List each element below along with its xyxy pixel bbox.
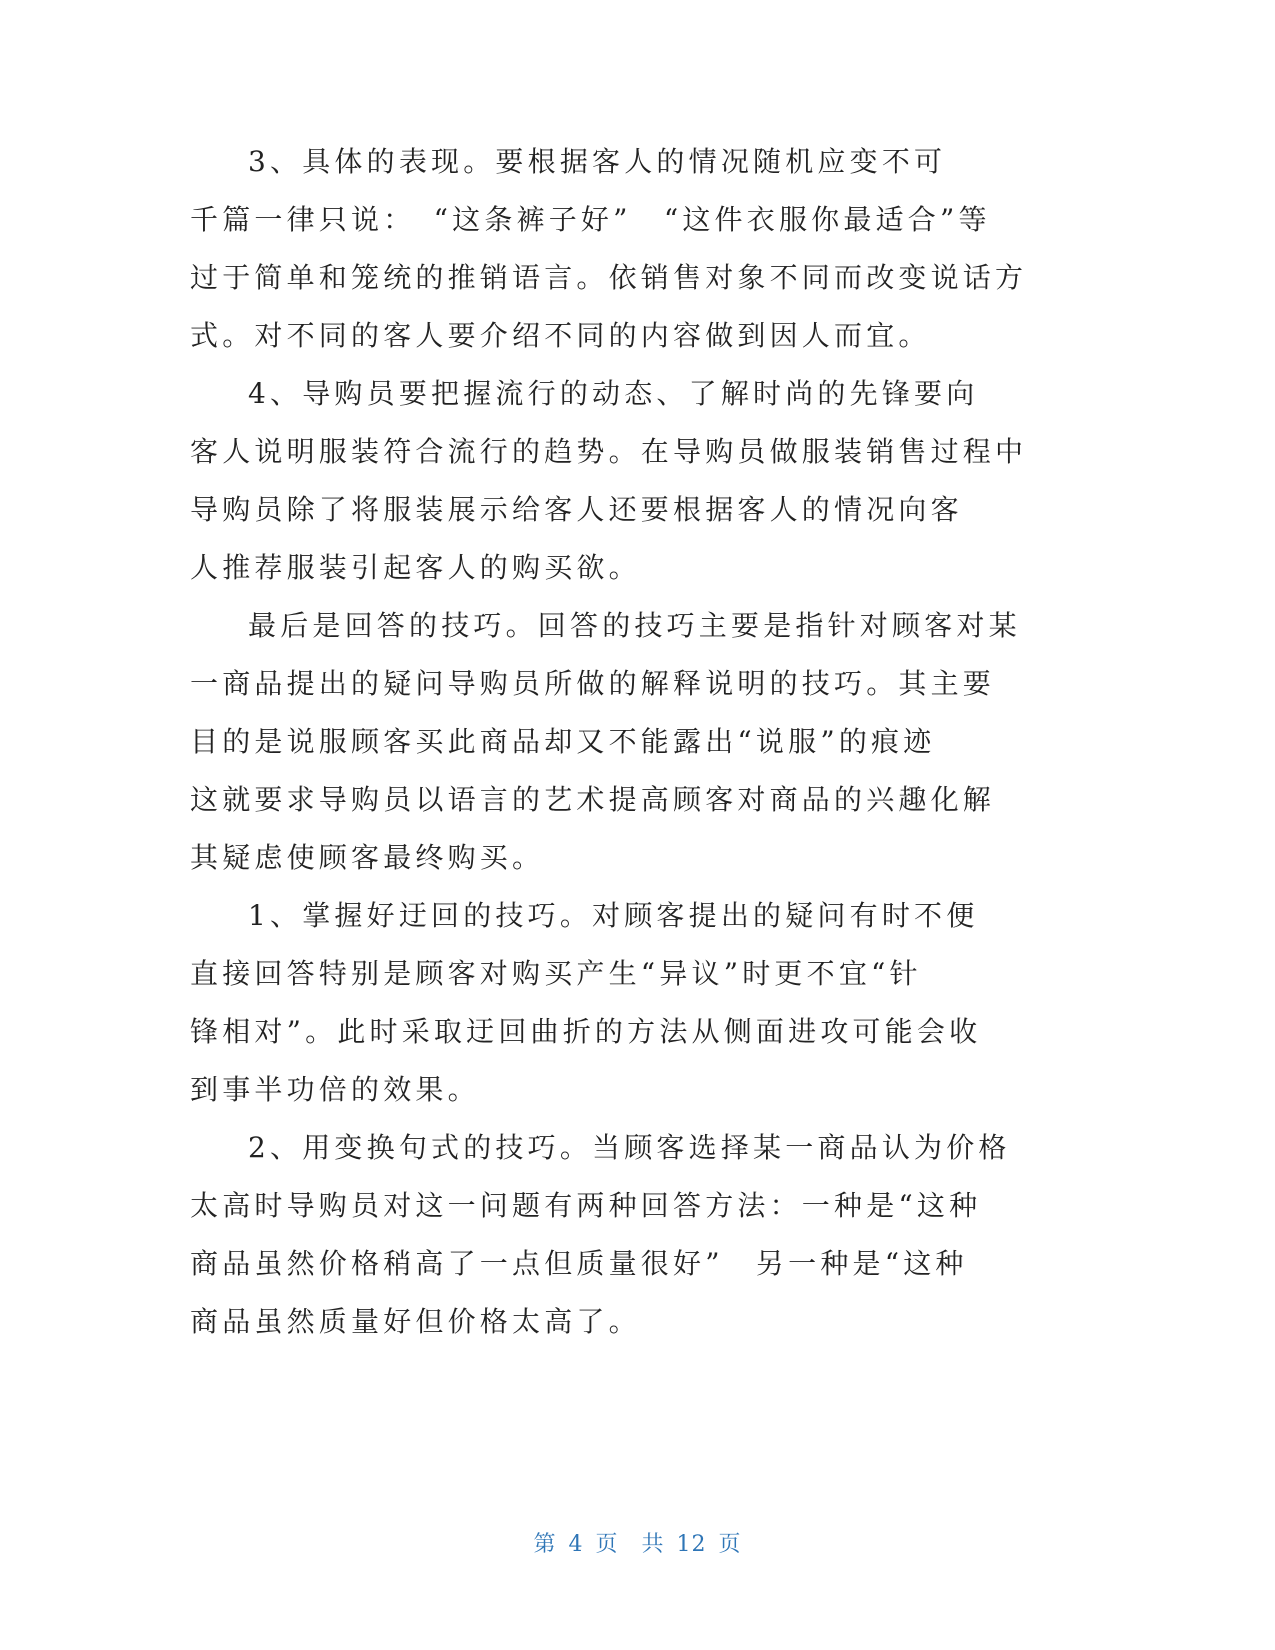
text-line-4: 式。对不同的客人要介绍不同的内容做到因人而宜。 — [190, 319, 931, 352]
text-line-20: 商品虽然价格稍高了一点但质量很好” 另一种是“这种 — [190, 1247, 968, 1280]
text-line-8: 人推荐服装引起客人的购买欲。 — [190, 551, 641, 584]
text-line-9: 最后是回答的技巧。回答的技巧主要是指针对顾客对某 — [248, 609, 1021, 642]
page-footer — [0, 1530, 1275, 1560]
footer-current-page: 4 — [568, 1532, 584, 1557]
text-line-10: 一商品提出的疑问导购员所做的解释说明的技巧。其主要 — [190, 667, 996, 700]
text-line-18: 2、用变换句式的技巧。当顾客选择某一商品认为价格 — [248, 1131, 1011, 1164]
text-line-21: 商品虽然质量好但价格太高了。 — [190, 1305, 641, 1338]
footer-suffix: 页 — [718, 1532, 742, 1557]
text-line-2: 千篇一律只说： “这条裤子好” “这件衣服你最适合”等 — [190, 203, 991, 236]
text-line-16: 锋相对”。此时采取迂回曲折的方法从侧面进攻可能会收 — [190, 1015, 982, 1048]
footer-middle: 页 共 — [595, 1532, 665, 1557]
text-line-15: 直接回答特别是顾客对购买产生“异议”时更不宜“针 — [190, 957, 922, 990]
text-line-7: 导购员除了将服装展示给客人还要根据客人的情况向客 — [190, 493, 963, 526]
text-line-19: 太高时导购员对这一问题有两种回答方法：一种是“这种 — [190, 1189, 982, 1222]
text-line-11: 目的是说服顾客买此商品却又不能露出“说服”的痕迹 — [190, 725, 936, 758]
text-line-14: 1、掌握好迂回的技巧。对顾客提出的疑问有时不便 — [248, 899, 979, 932]
text-line-6: 客人说明服装符合流行的趋势。在导购员做服装销售过程中 — [190, 435, 1028, 468]
text-line-3: 过于简单和笼统的推销语言。依销售对象不同而改变说话方 — [190, 261, 1028, 294]
text-line-13: 其疑虑使顾客最终购买。 — [190, 841, 545, 874]
footer-prefix: 第 — [533, 1532, 557, 1557]
footer-total-pages: 12 — [676, 1532, 707, 1557]
text-line-5: 4、导购员要把握流行的动态、了解时尚的先锋要向 — [248, 377, 979, 410]
text-line-1: 3、具体的表现。要根据客人的情况随机应变不可 — [248, 145, 947, 178]
text-line-12: 这就要求导购员以语言的艺术提高顾客对商品的兴趣化解 — [190, 783, 996, 816]
text-line-17: 到事半功倍的效果。 — [190, 1073, 480, 1106]
